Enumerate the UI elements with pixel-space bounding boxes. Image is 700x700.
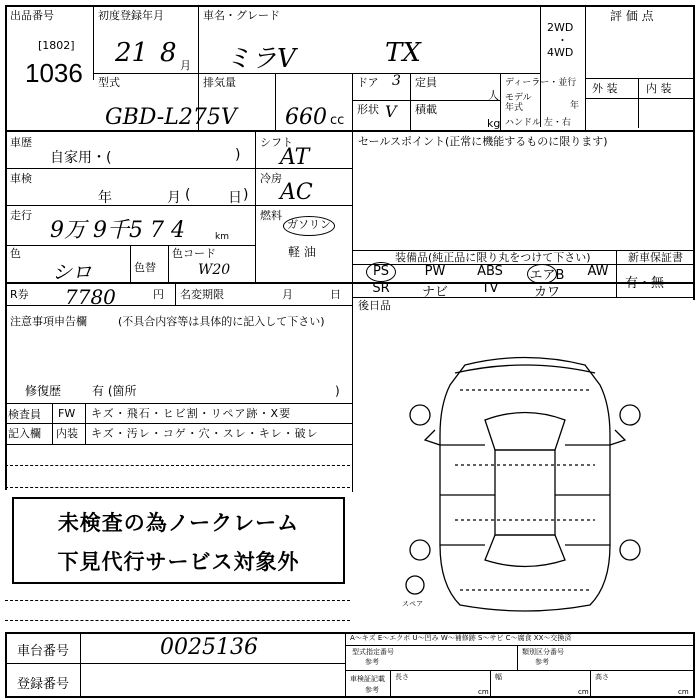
height-label: 高さ	[595, 673, 609, 681]
type-designation-sub: 参考	[365, 658, 379, 666]
repair-history-value[interactable]: 有 (箇所	[92, 384, 137, 398]
color-repaint-label: 色替	[134, 261, 156, 274]
no-claim-notice	[12, 497, 345, 584]
history-value[interactable]: 自家用・(	[50, 150, 112, 166]
deadline-day: 日	[330, 288, 341, 301]
interior-label: 内 装	[646, 82, 672, 95]
model-year-label: モデル 年式	[505, 93, 532, 113]
color-label: 色	[10, 247, 21, 260]
history-close: )	[235, 147, 241, 163]
equip-abs[interactable]: ABS	[477, 264, 503, 279]
width-label: 幅	[495, 673, 502, 681]
repair-history-label: 修復歴	[25, 384, 62, 398]
first-registration-year[interactable]: 21	[115, 38, 149, 68]
damage-legend: A～キズ E～エクボ U～凹み W～補修跡 S～サビ C～腐食 XX～交換済	[350, 634, 572, 642]
model-name[interactable]: ミラV	[225, 44, 296, 74]
certificate-label: 車検証記載	[350, 675, 385, 683]
recycle-unit: 円	[153, 288, 164, 301]
exterior-label: 外 装	[592, 82, 618, 95]
inspector-interior-text: キズ・汚レ・コゲ・穴・スレ・キレ・破レ	[91, 427, 319, 440]
door-value[interactable]: 3	[392, 73, 401, 89]
warranty-value[interactable]: 有・無	[625, 276, 665, 291]
inspection-day-close: )	[243, 187, 249, 203]
equip-tv[interactable]: TV	[481, 281, 499, 296]
drive-2wd[interactable]: 2WD	[547, 21, 574, 34]
mileage-label: 走行	[10, 209, 32, 222]
spare-tire-label: スペア	[402, 600, 423, 608]
registration-number-label: 登録番号	[17, 677, 70, 692]
lot-sub-number: [1802]	[38, 39, 75, 52]
repair-history-close: )	[335, 384, 340, 398]
deadline-month: 月	[282, 288, 293, 301]
aircon-value[interactable]: AC	[280, 180, 313, 205]
length-label: 長さ	[395, 673, 409, 681]
category-number-sub: 参考	[535, 658, 549, 666]
notice-line-2: 下見代行サービス対象外	[57, 550, 300, 574]
notes-sub: (不具合内容等は具体的に記入して下さい)	[118, 315, 325, 328]
history-label: 車歴	[10, 136, 32, 149]
equip-ps[interactable]: PS	[372, 264, 390, 279]
color-code-value[interactable]: W20	[198, 262, 231, 278]
inspector-label-2: 記入欄	[8, 427, 41, 440]
evaluation-label: 評 価 点	[610, 9, 654, 23]
inspector-fw-label: FW	[58, 407, 76, 420]
door-label: ドア	[357, 76, 379, 89]
shape-value[interactable]: V	[385, 102, 397, 121]
mileage-unit: km	[215, 232, 229, 242]
type-designation-label: 型式指定番号	[352, 648, 394, 656]
fuel-label: 燃料	[260, 209, 282, 222]
equip-aw[interactable]: AW	[587, 264, 609, 279]
displacement-value[interactable]: 660	[285, 105, 327, 130]
inspection-month: 月	[167, 190, 181, 206]
equip-pw[interactable]: PW	[424, 264, 446, 279]
chassis-number-label: 車台番号	[17, 644, 70, 659]
width-unit: cm	[578, 688, 589, 696]
inspector-fw-text: キズ・飛石・ヒビ割・リペア跡・X要	[91, 407, 292, 420]
color-value[interactable]: シロ	[52, 260, 92, 284]
equip-leather[interactable]: カワ	[533, 285, 560, 300]
equip-sr[interactable]: SR	[372, 281, 390, 296]
length-unit: cm	[478, 688, 489, 696]
recycle-value[interactable]: 7780	[65, 285, 116, 309]
displacement-unit: cc	[330, 113, 345, 128]
shift-value[interactable]: AT	[280, 145, 310, 170]
shape-label: 形状	[357, 103, 379, 116]
aircon-label: 冷房	[260, 172, 282, 185]
inspection-day: 日	[228, 190, 242, 206]
month-unit: 月	[180, 59, 191, 72]
height-unit: cm	[678, 688, 689, 696]
capacity-label: 定員	[415, 76, 437, 89]
model-grade-label: 車名・グレード	[203, 9, 280, 22]
mileage-value[interactable]: 9万 9千5 7 4	[50, 218, 185, 243]
chassis-number-value[interactable]: 0025136	[160, 635, 258, 660]
inspection-day-open: (	[185, 187, 191, 203]
equip-navi[interactable]: ナビ	[421, 285, 448, 300]
category-number-label: 類別区分番号	[522, 648, 564, 656]
recycle-label: R券	[10, 288, 29, 301]
warranty-label: 新車保証書	[628, 251, 683, 264]
fuel-option-gasoline[interactable]: ガソリン	[287, 218, 331, 231]
handle-label: ハンドル 左・右	[505, 118, 571, 128]
notes-label: 注意事項申告欄	[10, 315, 87, 328]
certificate-sub: 参考	[365, 686, 379, 694]
lot-number-label: 出品番号	[10, 9, 54, 22]
first-registration-month[interactable]: 8	[160, 38, 177, 68]
load-unit: kg	[487, 117, 501, 130]
sales-point-label: セールスポイント(正常に機能するものに限ります)	[358, 135, 608, 148]
type-value[interactable]: GBD-L275V	[105, 105, 237, 130]
color-code-label: 色コード	[172, 247, 216, 260]
fuel-option-diesel[interactable]: 軽 油	[288, 245, 316, 259]
equip-airbag[interactable]: エアB	[529, 268, 565, 283]
notice-line-1: 未検査の為ノークレーム	[57, 511, 300, 535]
load-label: 積載	[415, 103, 437, 116]
equipment-label: 装備品(純正品に限り丸をつけて下さい)	[395, 251, 591, 264]
displacement-label: 排気量	[203, 76, 236, 89]
capacity-unit: 人	[488, 89, 499, 102]
inspection-year: 年	[98, 190, 112, 206]
shift-label: シフト	[260, 136, 293, 149]
later-items-label: 後日品	[358, 299, 391, 312]
inspector-label-1: 検査員	[8, 408, 41, 421]
first-registration-label: 初度登録年月	[98, 9, 164, 22]
name-change-deadline-label: 名変期限	[180, 288, 224, 301]
drive-4wd[interactable]: 4WD	[547, 46, 574, 59]
lot-number: 1036	[25, 58, 83, 88]
model-grade[interactable]: TX	[385, 38, 421, 68]
drive-separator: ・	[557, 34, 568, 47]
model-year-unit: 年	[570, 101, 580, 111]
inspector-interior-label: 内装	[56, 427, 78, 440]
car-damage-diagram	[395, 345, 655, 620]
inspection-label: 車検	[10, 172, 32, 185]
dealer-label: ディーラー・並行	[505, 78, 577, 88]
type-label: 型式	[98, 76, 120, 89]
